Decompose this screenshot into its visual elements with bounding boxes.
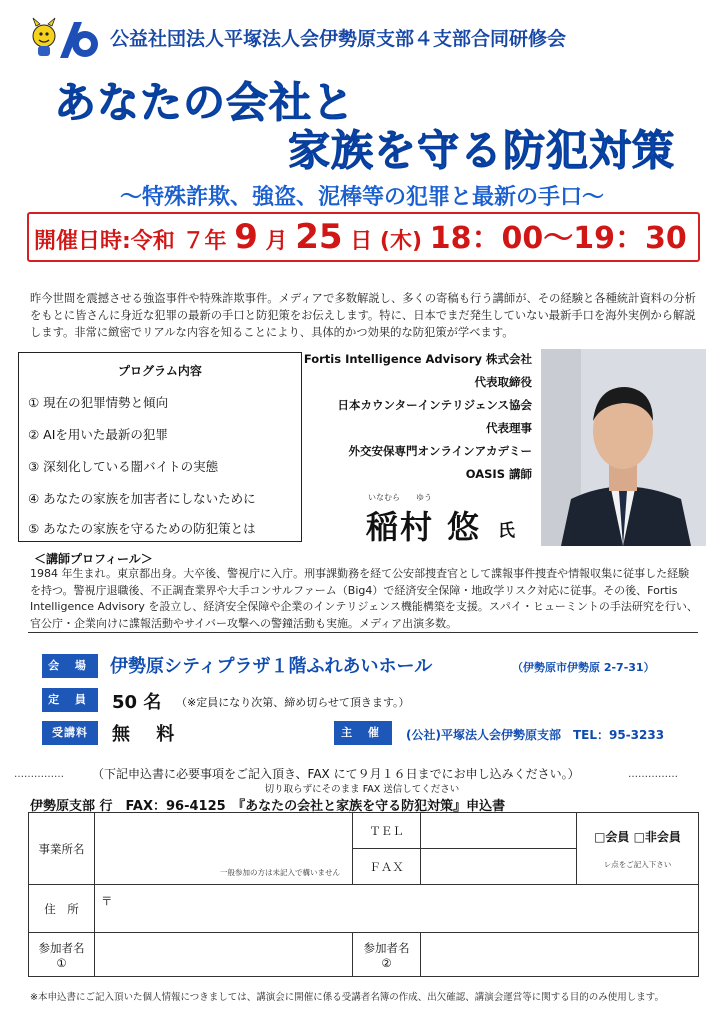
fax-instruction: （下記申込書に必要事項をご記入頂き、FAX にて９月１６日までにお申し込みください。） — [92, 767, 580, 781]
program-box — [18, 352, 302, 542]
program-item: ① 現在の犯罪情勢と傾向 — [28, 395, 169, 410]
date-time: 18：00～19：30 — [429, 221, 687, 256]
fee-label: 受講料 — [42, 721, 98, 745]
host-value: (公社)平塚法人会伊勢原支部 TEL：95-3233 — [406, 728, 665, 742]
participant-number: ① — [56, 955, 67, 970]
participant-label-2 — [353, 933, 421, 977]
speaker-name-ruby: いなむら ゆう — [368, 493, 432, 502]
program-item: ② AIを用いた最新の犯罪 — [28, 427, 168, 442]
venue-name: 伊勢原シティプラザ１階ふれあいホール — [110, 656, 433, 677]
office-note: 一般参加の方は未記入で構いません — [220, 868, 340, 877]
venue-address: （伊勢原市伊勢原 2-7-31） — [512, 661, 655, 674]
date-year-unit: 年 — [204, 229, 227, 254]
fax-note: 切り取らずにそのまま FAX 送信してください — [264, 784, 460, 795]
postal-mark: 〒 — [101, 894, 113, 908]
address-label: 住 所 — [29, 885, 95, 933]
office-name-field[interactable] — [95, 813, 353, 885]
tel-field[interactable] — [421, 813, 577, 849]
date-label: 開催日時:令和 — [34, 229, 175, 254]
host-label: 主 催 — [334, 721, 392, 745]
speaker-honorific: 氏 — [498, 521, 515, 541]
cut-line-right: …………… — [628, 769, 678, 780]
cut-line-left: …………… — [14, 769, 64, 780]
date-month: 9 — [234, 217, 258, 257]
fax-label: ＦＡＸ — [353, 849, 421, 885]
program-item: ④ あなたの家族を加害者にしないために — [28, 491, 256, 506]
profile-text: 1984 年生まれ。東京都出身。大卒後、警視庁に入庁。刑事課勤務を経て公安部捜査官として諜報事件捜査や情報収集に従事した経験を持つ。警視庁退職後、不正調査業界や大手コンサルファーム（Big4）で経済安全保障・地政学リスク対応に従事。その後、Fortis Intelligence Advisory を設立し、経済安全保障や企業のインテリジェンス機能構築を支援。スパイ・ヒューミントの手法研究を行い、官公庁・企業向けに諜報活動やサイバー攻撃への警鐘活動も実施。メディア出演多数。 — [30, 567, 698, 630]
speaker-affiliation: 外交安保専門オンラインアカデミー — [348, 444, 532, 458]
mascot-logo — [30, 14, 100, 62]
member-checkbox[interactable]: □会員 — [594, 829, 630, 844]
subtitle: ～特殊詐欺、強盗、泥棒等の犯罪と最新の手口～ — [119, 185, 604, 210]
date-day-unit: 日 — [350, 229, 373, 254]
organization-title: 公益社団法人平塚法人会伊勢原支部４支部合同研修会 — [110, 28, 567, 50]
program-item: ⑤ あなたの家族を守るための防犯策とは — [28, 521, 256, 536]
main-title-line2: 家族を守る防犯対策 — [288, 126, 676, 175]
date-day: 25 — [295, 217, 343, 257]
privacy-note: ※本申込書にご記入頂いた個人情報につきましては、講演会に開催に係る受講者名簿の作成、出欠確認、講演会運営等に関する目的のみ使用します。 — [30, 992, 665, 1003]
address-field[interactable] — [95, 885, 699, 933]
speaker-affiliation: 日本カウンターインテリジェンス協会 — [337, 398, 532, 412]
speaker-name: 稲村 悠 — [366, 508, 482, 546]
speaker-affiliation: 代表取締役 — [474, 375, 532, 389]
speaker-affiliation: OASIS 講師 — [465, 467, 532, 481]
nonmember-checkbox[interactable]: □非会員 — [633, 829, 681, 844]
capacity-label: 定 員 — [42, 688, 98, 712]
venue-label: 会 場 — [42, 654, 98, 678]
main-title-line1: あなたの会社と — [54, 78, 356, 127]
participant-label-text: 参加者名 — [38, 940, 85, 955]
profile-heading: ＜講師プロフィール＞ — [34, 552, 153, 566]
event-date — [34, 218, 687, 261]
office-label: 事業所名 — [29, 813, 95, 885]
date-weekday: (木) — [379, 229, 423, 254]
application-form — [28, 812, 699, 977]
date-month-unit: 月 — [265, 229, 288, 254]
fax-field[interactable] — [421, 849, 577, 885]
participant-number: ② — [381, 955, 392, 970]
membership-cell — [577, 813, 699, 885]
member-note: レ点をご記入下さい — [603, 859, 672, 869]
fee-value: 無 料 — [112, 724, 185, 745]
program-title: プログラム内容 — [118, 364, 202, 378]
capacity-value: 50 名 — [112, 692, 162, 713]
speaker-affiliation: 代表理事 — [486, 421, 532, 435]
capacity-note: （※定員になり次第、締め切らせて頂きます。） — [176, 696, 410, 709]
date-year: ７ — [182, 229, 205, 254]
participant-label-1 — [29, 933, 95, 977]
participant-label-text: 参加者名 — [363, 940, 410, 955]
tel-label: ＴＥＬ — [353, 813, 421, 849]
form-heading: 伊勢原支部 行 FAX：96-4125 『あなたの会社と家族を守る防犯対策』申込書 — [30, 799, 506, 814]
speaker-affiliation: Fortis Intelligence Advisory 株式会社 — [303, 352, 532, 366]
program-item: ③ 深刻化している闇バイトの実態 — [28, 459, 219, 474]
participant-field-2[interactable] — [421, 933, 699, 977]
participant-field-1[interactable] — [95, 933, 353, 977]
lead-paragraph: 昨今世間を震撼させる強盗事件や特殊詐欺事件。メディアで多数解説し、多くの寄稿も行う講師が、その経験と各種統計資料の分析をもとに皆さんに身近な犯罪の最新の手口と防犯策をお伝えします。特に、日本でまだ発生していない最新手口を海外実例から解説します。非常に緻密でリアルな内容を知ることにより、具体的かつ効果的な防犯策が学べます。 — [30, 292, 696, 339]
speaker-photo — [541, 349, 706, 546]
divider — [28, 632, 698, 633]
